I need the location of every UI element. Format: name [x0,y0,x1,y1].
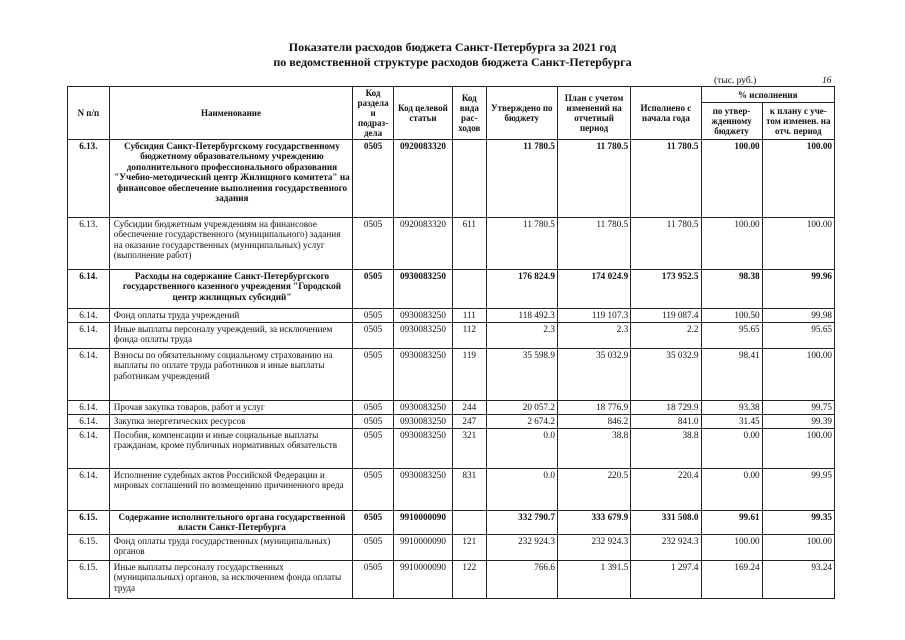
row-section-code: 0505 [353,270,394,309]
row-num: 6.14. [68,469,110,511]
header-pct-approved: по утвер-жденному бюджету [701,103,762,140]
row-num: 6.14. [68,270,110,309]
row-name: Расходы на содержание Санкт-Петербургского государственного казенного учреждения "Городской центр жилищных субсидий" [109,270,352,309]
row-num: 6.14. [68,429,110,469]
row-section-code: 0505 [353,349,394,401]
row-pct-plan: 100.00 [762,349,834,401]
table-row [68,270,835,309]
row-plan: 11 780.5 [557,218,630,270]
row-type-code: 119 [453,349,487,401]
row-approved: 2 674.2 [486,415,557,429]
row-pct-approved: 0.00 [701,469,762,511]
row-approved: 0.0 [486,429,557,469]
row-type-code: 831 [453,469,487,511]
row-pct-plan: 93.24 [762,561,834,599]
row-target-code: 0930083250 [393,270,452,309]
row-executed: 35 032.9 [631,349,701,401]
row-pct-approved: 98.38 [701,270,762,309]
row-approved: 766.6 [486,561,557,599]
row-name: Фонд оплаты труда учреждений [109,309,352,323]
table-row [68,140,835,218]
page-number: 16 [822,76,832,86]
header-pct-group: % исполнения [701,87,834,103]
row-type-code: 321 [453,429,487,469]
row-executed: 331 508.0 [631,511,701,535]
row-section-code: 0505 [353,140,394,218]
row-type-code: 611 [453,218,487,270]
header-approved: Утверждено по бюджету [486,87,557,140]
header-target-code: Код целевой статьи [393,87,452,140]
row-target-code: 0920083320 [393,140,452,218]
row-pct-plan: 99.96 [762,270,834,309]
row-executed: 1 297.4 [631,561,701,599]
row-approved: 11 780.5 [486,218,557,270]
row-executed: 18 729.9 [631,401,701,415]
row-name: Фонд оплаты труда государственных (муниципальных) органов [109,535,352,561]
header-executed: Исполнено с начала года [631,87,701,140]
row-section-code: 0505 [353,511,394,535]
row-type-code: 121 [453,535,487,561]
row-executed: 11 780.5 [631,140,701,218]
row-plan: 846.2 [557,415,630,429]
row-plan: 11 780.5 [557,140,630,218]
table-row [68,349,835,401]
row-section-code: 0505 [353,429,394,469]
row-type-code: 111 [453,309,487,323]
table-row [68,511,835,535]
row-type-code: 247 [453,415,487,429]
row-executed: 119 087.4 [631,309,701,323]
row-num: 6.14. [68,323,110,349]
row-pct-plan: 99.75 [762,401,834,415]
row-plan: 174 024.9 [557,270,630,309]
row-num: 6.15. [68,535,110,561]
row-executed: 2.2 [631,323,701,349]
row-target-code: 0920083320 [393,218,452,270]
row-target-code: 9910000090 [393,535,452,561]
row-type-code: 122 [453,561,487,599]
row-plan: 220.5 [557,469,630,511]
row-section-code: 0505 [353,401,394,415]
row-pct-plan: 100.00 [762,429,834,469]
table-row [68,535,835,561]
header-num: N п/п [68,87,110,140]
table-row [68,429,835,469]
row-plan: 35 032.9 [557,349,630,401]
row-name: Иные выплаты персоналу учреждений, за исключением фонда оплаты труда [109,323,352,349]
table-row [68,309,835,323]
row-name: Иные выплаты персоналу государственных (муниципальных) органов, за исключением фонда оплаты труда [109,561,352,599]
row-name: Взносы по обязательному социальному страхованию на выплаты по оплате труда работников и иные выплаты работникам учреждений [109,349,352,401]
row-name: Закупка энергетических ресурсов [109,415,352,429]
row-target-code: 0930083250 [393,309,452,323]
row-num: 6.13. [68,218,110,270]
row-plan: 232 924.3 [557,535,630,561]
row-executed: 173 952.5 [631,270,701,309]
row-num: 6.15. [68,561,110,599]
row-type-code: 112 [453,323,487,349]
row-executed: 11 780.5 [631,218,701,270]
row-num: 6.15. [68,511,110,535]
table-row [68,401,835,415]
row-name: Субсидии бюджетным учреждениям на финансовое обеспечение государственного (муниципального) задания на оказание государственных (муниципальных) услуг (выполнение работ) [109,218,352,270]
table-row [68,415,835,429]
row-section-code: 0505 [353,561,394,599]
table-row [68,323,835,349]
row-approved: 118 492.3 [486,309,557,323]
row-plan: 18 776.9 [557,401,630,415]
row-approved: 332 790.7 [486,511,557,535]
row-plan: 38.8 [557,429,630,469]
row-approved: 20 057.2 [486,401,557,415]
row-target-code: 0930083250 [393,401,452,415]
header-pct-plan: к плану с уче-том изменен. на отч. период [762,103,834,140]
row-num: 6.14. [68,415,110,429]
row-num: 6.13. [68,140,110,218]
budget-table [67,86,835,599]
row-plan: 1 391.5 [557,561,630,599]
row-num: 6.14. [68,401,110,415]
row-num: 6.14. [68,349,110,401]
row-section-code: 0505 [353,535,394,561]
row-executed: 841.0 [631,415,701,429]
row-target-code: 9910000090 [393,511,452,535]
row-type-code [453,511,487,535]
row-name: Пособия, компенсации и иные социальные выплаты гражданам, кроме публичных нормативных обязательств [109,429,352,469]
row-name: Прочая закупка товаров, работ и услуг [109,401,352,415]
row-pct-approved: 99.61 [701,511,762,535]
report-title-line-1: Показатели расходов бюджета Санкт-Петербурга за 2021 год [288,40,617,54]
row-pct-plan: 99.98 [762,309,834,323]
row-pct-approved: 169.24 [701,561,762,599]
row-target-code: 0930083250 [393,415,452,429]
row-approved: 176 824.9 [486,270,557,309]
row-pct-approved: 100.50 [701,309,762,323]
row-target-code: 0930083250 [393,323,452,349]
row-section-code: 0505 [353,309,394,323]
row-pct-approved: 93.38 [701,401,762,415]
row-target-code: 0930083250 [393,469,452,511]
table-body [68,140,835,599]
row-section-code: 0505 [353,415,394,429]
row-pct-approved: 98.41 [701,349,762,401]
row-pct-approved: 100.00 [701,535,762,561]
row-name: Содержание исполнительного органа государственной власти Санкт-Петербурга [109,511,352,535]
row-name: Субсидия Санкт-Петербургскому государственному бюджетному образовательному учреждению дополнительного профессионального образования "Учебно-методический центр Жилищного комитета" на финансовое обеспечение выполнения государственного задания [109,140,352,218]
row-pct-plan: 99.39 [762,415,834,429]
row-pct-plan: 100.00 [762,218,834,270]
header-type-code: Код вида рас-ходов [453,87,487,140]
row-target-code: 0930083250 [393,349,452,401]
row-plan: 119 107.3 [557,309,630,323]
row-type-code: 244 [453,401,487,415]
row-approved: 2.3 [486,323,557,349]
row-section-code: 0505 [353,323,394,349]
row-pct-approved: 95.65 [701,323,762,349]
row-target-code: 9910000090 [393,561,452,599]
row-approved: 232 924.3 [486,535,557,561]
row-target-code: 0930083250 [393,429,452,469]
row-section-code: 0505 [353,218,394,270]
header-plan: План с учетом изменений на отчетный период [557,87,630,140]
header-name: Наименование [109,87,352,140]
row-executed: 220.4 [631,469,701,511]
row-pct-plan: 100.00 [762,535,834,561]
report-title-line-2: по ведомственной структуре расходов бюджета Санкт-Петербурга [273,55,632,69]
row-approved: 35 598.9 [486,349,557,401]
row-pct-plan: 95.65 [762,323,834,349]
row-pct-plan: 100.00 [762,140,834,218]
row-approved: 11 780.5 [486,140,557,218]
units-label: (тыс. руб.) [714,76,757,86]
row-pct-plan: 99.35 [762,511,834,535]
row-executed: 232 924.3 [631,535,701,561]
row-plan: 333 679.9 [557,511,630,535]
row-type-code [453,270,487,309]
row-pct-approved: 0.00 [701,429,762,469]
row-section-code: 0505 [353,469,394,511]
row-pct-plan: 99.95 [762,469,834,511]
header-section-code: Код раздела и подраз-дела [353,87,394,140]
row-plan: 2.3 [557,323,630,349]
row-name: Исполнение судебных актов Российской Федерации и мировых соглашений по возмещению причиненного вреда [109,469,352,511]
table-row [68,218,835,270]
row-executed: 38.8 [631,429,701,469]
row-num: 6.14. [68,309,110,323]
row-pct-approved: 100.00 [701,218,762,270]
table-row [68,561,835,599]
table-row [68,469,835,511]
row-pct-approved: 100.00 [701,140,762,218]
row-approved: 0.0 [486,469,557,511]
row-type-code [453,140,487,218]
row-pct-approved: 31.45 [701,415,762,429]
